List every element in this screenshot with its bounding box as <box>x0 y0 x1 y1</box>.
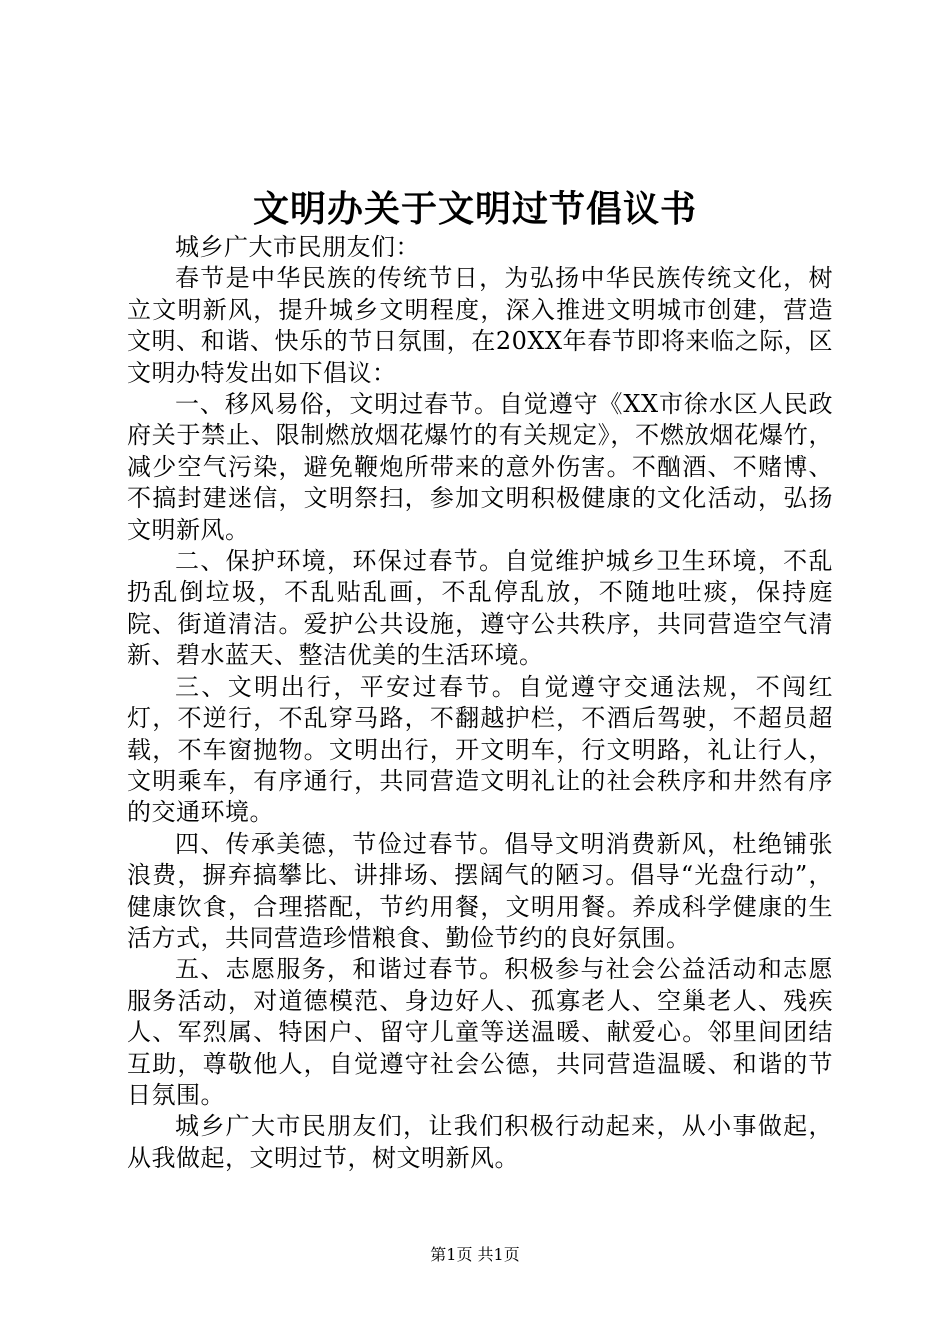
intro-paragraph: 春节是中华民族的传统节日，为弘扬中华民族传统文化，树立文明新风，提升城乡文明程度，深入推进文明城市创建，营造文明、和谐、快乐的节日氛围，在20XX年春节即将来临之际，区文明办特发出如下倡议： <box>127 264 833 387</box>
document-body <box>127 232 833 1174</box>
closing-paragraph: 城乡广大市民朋友们，让我们积极行动起来，从小事做起，从我做起，文明过节，树文明新风。 <box>127 1112 833 1172</box>
page-number-footer: 第1页 共1页 <box>430 1245 520 1264</box>
salutation: 城乡广大市民朋友们： <box>175 233 420 261</box>
proposal-five-paragraph: 五、志愿服务，和谐过春节。积极参与社会公益活动和志愿服务活动，对道德模范、身边好人、孤寡老人、空巢老人、残疾人、军烈属、特困户、留守儿童等送温暖、献爱心。邻里间团结互助，尊敬他人，自觉遵守社会公德，共同营造温暖、和谐的节日氛围。 <box>127 955 833 1109</box>
proposal-one-paragraph: 一、移风易俗，文明过春节。自觉遵守《XX市徐水区人民政府关于禁止、限制燃放烟花爆竹的有关规定》，不燃放烟花爆竹，减少空气污染，避免鞭炮所带来的意外伤害。不酗酒、不赌博、不搞封建迷信，文明祭扫，参加文明积极健康的文化活动，弘扬文明新风。 <box>127 390 833 544</box>
document-title: 文明办关于文明过节倡议书 <box>252 188 697 230</box>
proposal-three-paragraph: 三、文明出行，平安过春节。自觉遵守交通法规，不闯红灯，不逆行，不乱穿马路，不翻越护栏，不酒后驾驶，不超员超载，不车窗抛物。文明出行，开文明车，行文明路，礼让行人，文明乘车，有序通行，共同营造文明礼让的社会秩序和井然有序的交通环境。 <box>127 672 833 827</box>
proposal-two-paragraph: 二、保护环境，环保过春节。自觉维护城乡卫生环境，不乱扔乱倒垃圾，不乱贴乱画，不乱停乱放，不随地吐痰，保持庭院、街道清洁。爱护公共设施，遵守公共秩序，共同营造空气清新、碧水蓝天、整洁优美的生活环境。 <box>127 547 833 670</box>
proposal-four-paragraph: 四、传承美德，节俭过春节。倡导文明消费新风，杜绝铺张浪费，摒弃搞攀比、讲排场、摆阔气的陋习。倡导“光盘行动”，健康饮食，合理搭配，节约用餐，文明用餐。养成科学健康的生活方式，共同营造珍惜粮食、勤俭节约的良好氛围。 <box>127 829 833 952</box>
